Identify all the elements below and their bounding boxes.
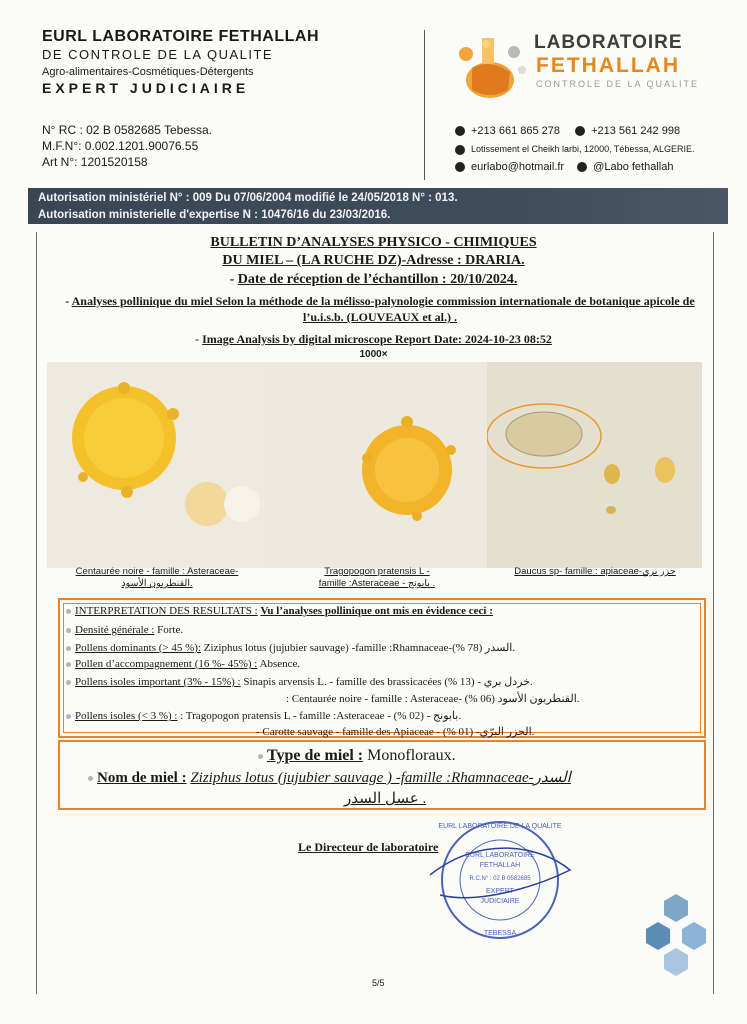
logo-text-controle: CONTROLE DE LA QUALITE	[536, 79, 700, 89]
svg-text:TEBESSA: TEBESSA	[483, 930, 517, 937]
flask-logo-icon	[452, 28, 534, 100]
contact-block	[455, 122, 694, 176]
microscope-image-centauree	[47, 362, 267, 568]
honey-name: Nom de miel : Ziziphus lotus (jujubier sauvage ) -famille :Rhamnaceae-السدر	[88, 768, 571, 787]
authorization-line-1: Autorisation ministériel N° : 009 Du 07/06/2004 modifié le 24/05/2018 N° : 013.	[38, 192, 458, 204]
logo-text-fethallah: FETHALLAH	[536, 54, 680, 77]
report-title-2: DU MIEL – (LA RUCHE DZ)-Adresse : DRARIA.	[222, 253, 525, 268]
honey-type: Type de miel : Monofloraux.	[258, 747, 456, 765]
result-dominant: Pollens dominants (> 45 %): Ziziphus lotus (jujubier sauvage) -famille :Rhamnaceae-السدر (78 %).	[66, 641, 515, 654]
page-number: 5/5	[372, 978, 385, 988]
company-expert: EXPERT JUDICIAIRE	[42, 80, 250, 96]
company-activities: Agro-alimentaires-Cosmétiques-Détergents	[42, 66, 254, 78]
report-title-1: BULLETIN D’ANALYSES PHYSICO - CHIMIQUES	[210, 235, 537, 250]
caption-centauree: Centaurée noire - famille : Asteraceae- القنطريون الأسود.	[75, 566, 239, 589]
authorization-line-2: Autorisation ministerielle d'expertise N : 10476/16 du 23/03/2016.	[38, 209, 391, 221]
director-label: Le Directeur de laboratoire	[298, 840, 439, 854]
stamp-icon	[420, 815, 580, 945]
email: eurlabo@hotmail.fr	[471, 161, 565, 173]
result-density: Densité générale : Forte.	[66, 624, 183, 636]
result-isolated: Pollens isoles (< 3 %) : : Tragopogon pratensis L - famille :Asteraceae - بابونج - (02 %).	[66, 709, 461, 722]
caption-tragopogon: Tragopogon pratensis L - famille :Asteraceae - بابونج .	[318, 566, 436, 589]
result-isolated-important: Pollens isoles important (3% - 15%) : Sinapis arvensis L. - famille des brassicacées خردل بري - (13 %).	[66, 675, 533, 688]
method-text: - Analyses pollinique du miel Selon la méthode de la mélisso-palynologie commission internationale de botanique apicole de l’u.i.s.b. (LOUVEAUX et al.) .	[65, 294, 695, 324]
result-isolated-important-2: : Centaurée noire - famille : Asteraceae- القنطريون الأسود (06 %).	[286, 693, 580, 705]
svg-text:JUDICIAIRE: JUDICIAIRE	[480, 898, 520, 905]
hexagon-decoration-icon	[636, 892, 716, 978]
phone-icon	[455, 126, 465, 136]
microscope-image-daucus	[487, 362, 702, 568]
svg-text:EURL LABORATOIRE DE LA QUALITE: EURL LABORATOIRE DE LA QUALITE	[438, 823, 562, 830]
image-analysis-text: - Image Analysis by digital microscope Report Date: 2024-10-23 08:52	[195, 332, 552, 346]
svg-text:FETHALLAH: FETHALLAH	[479, 862, 521, 869]
company-subtitle: DE CONTROLE DE LA QUALITE	[42, 47, 274, 62]
registration-block	[42, 122, 212, 170]
microscope-image-tragopogon	[267, 362, 487, 568]
caption-daucus: Daucus sp- famille : apiaceae-جزر بري	[514, 566, 676, 577]
art-number: Art N°: 1201520158	[42, 155, 148, 169]
magnification: 1000×	[359, 349, 388, 360]
result-accompaniment: Pollen d’accompagnement (16 %- 45%) : Absence.	[66, 658, 300, 670]
whatsapp-icon	[575, 126, 585, 136]
svg-text:EXPERT: EXPERT	[486, 888, 514, 895]
svg-text:EURL LABORATOIRE: EURL LABORATOIRE	[465, 852, 535, 859]
result-isolated-2: - Carotte sauvage - famille des Apiaceae - الجزر البرّي- (01 %).	[256, 726, 535, 738]
email-icon	[455, 162, 465, 172]
reception-date: - Date de réception de l’échantillon : 20/10/2024.	[229, 272, 518, 287]
rc-number: N° RC : 02 B 0582685 Tebessa.	[42, 123, 213, 137]
svg-text:R.C.N° : 02 B 0582685: R.C.N° : 02 B 0582685	[469, 876, 531, 882]
results-heading: INTERPRETATION DES RESULTATS : Vu l’analyses pollinique ont mis en évidence ceci :	[66, 605, 493, 617]
honey-name-arabic: عسل السدر .	[344, 791, 427, 807]
authorization-banner	[28, 188, 728, 224]
phone-1: +213 661 865 278	[471, 125, 561, 137]
header-divider	[424, 30, 425, 180]
facebook-icon	[577, 162, 587, 172]
phone-2: +213 561 242 998	[591, 125, 681, 137]
address: Lotissement el Cheikh larbi, 12000, Tébessa, ALGERIE.	[471, 144, 695, 154]
logo-text-laboratoire: LABORATOIRE	[534, 32, 683, 53]
company-name: EURL LABORATOIRE FETHALLAH	[42, 28, 319, 45]
facebook: @Labo fethallah	[593, 161, 674, 173]
location-icon	[455, 145, 465, 155]
mf-number: M.F.N°: 0.002.1201.90076.55	[42, 139, 199, 153]
